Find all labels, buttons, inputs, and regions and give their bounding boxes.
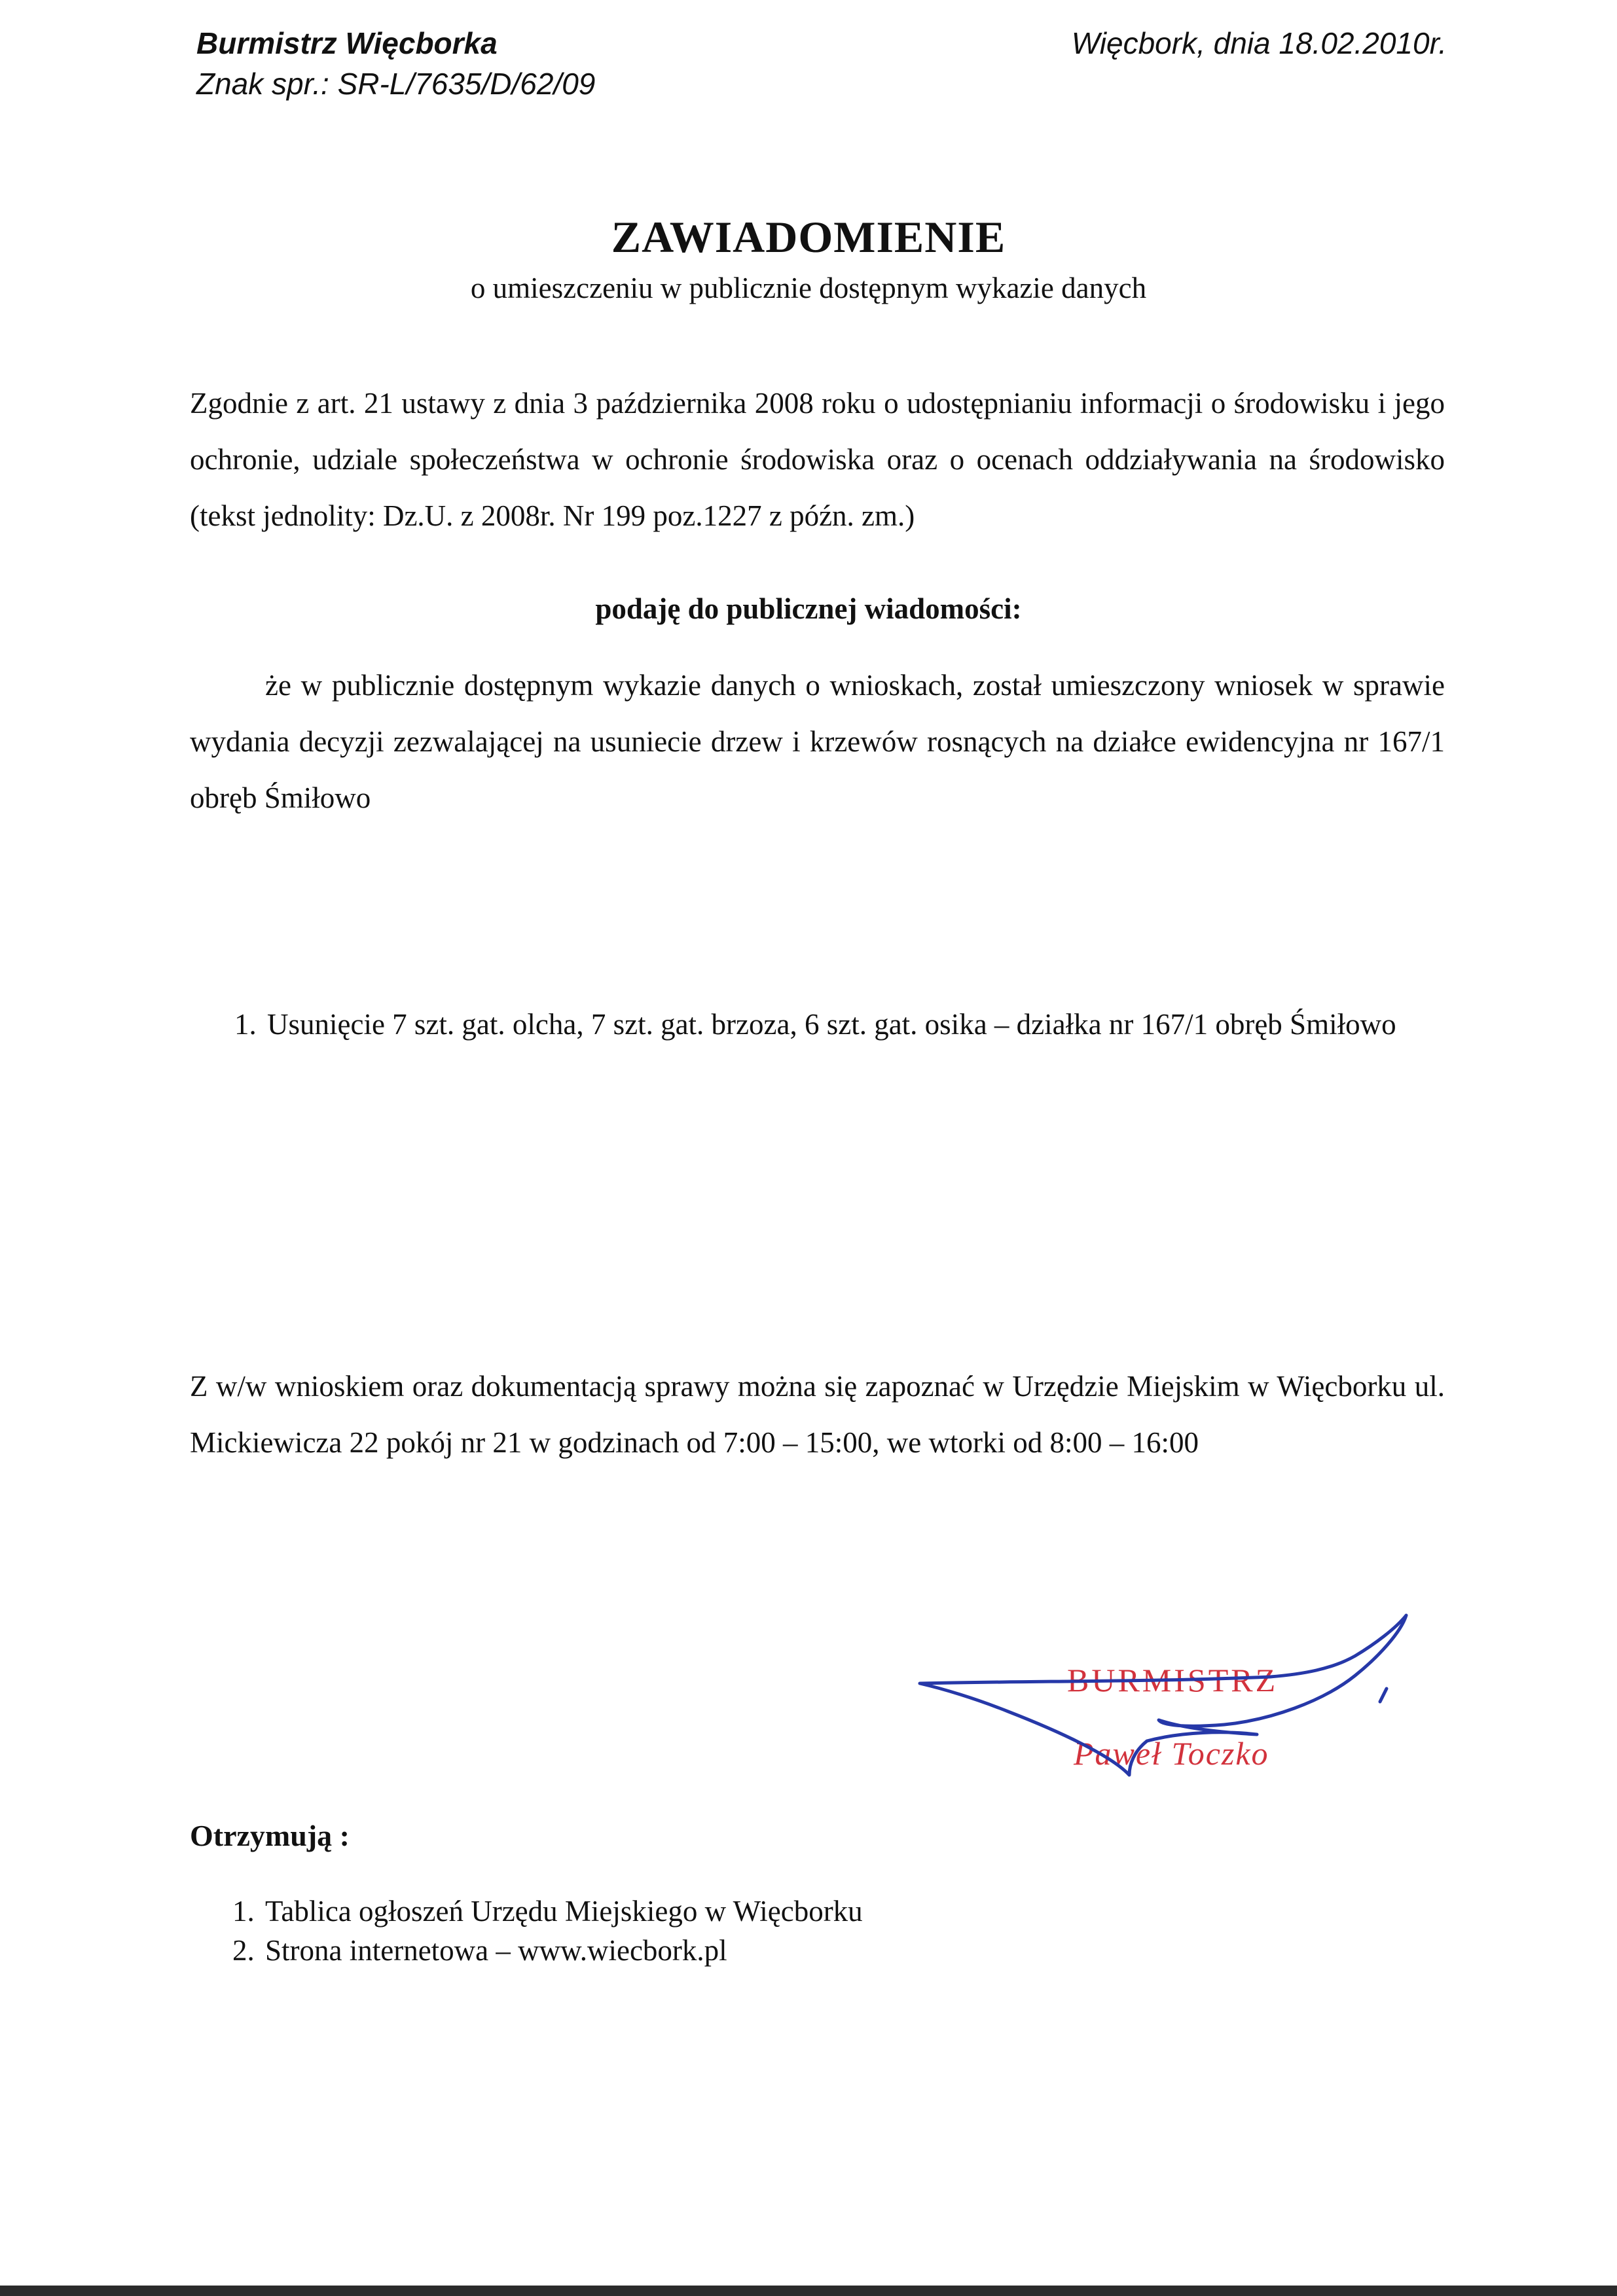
handwritten-signature	[903, 1610, 1427, 1826]
list-item-text: Usunięcie 7 szt. gat. olcha, 7 szt. gat. brzoza, 6 szt. gat. osika – działka nr 167/1 obręb Śmiłowo	[267, 1008, 1396, 1041]
stamp-name: Paweł Toczko	[1074, 1735, 1269, 1772]
list-item	[234, 1005, 1446, 1044]
request-items-list	[234, 1005, 1446, 1044]
place-and-date: Więcbork, dnia 18.02.2010r.	[1071, 26, 1447, 60]
public-notice-heading: podaję do publicznej wiadomości:	[595, 592, 1022, 625]
info-paragraph: że w publicznie dostępnym wykazie danych o wnioskach, został umieszczony wniosek w sprawie wydania decyzji zezwalającej na usuniecie drzew i krzewów rosnących na działce ewidencyjna nr 167/1 obręb Śmiłowo	[190, 669, 1445, 814]
scan-bottom-edge	[0, 2286, 1617, 2296]
issuer-name: Burmistrz Więcborka	[196, 26, 498, 60]
list-item-number: 1.	[232, 1895, 255, 1928]
stamp-title: BURMISTRZ	[1067, 1662, 1279, 1698]
document-subtitle: o umieszczeniu w publicznie dostępnym wykazie danych	[470, 272, 1147, 304]
recipients-heading: Otrzymują :	[190, 1819, 350, 1852]
list-item-number: 2.	[232, 1934, 255, 1967]
list-item-number: 1.	[234, 1008, 257, 1041]
list-item	[232, 1931, 1214, 1970]
list-item-text: Strona internetowa – www.wiecbork.pl	[265, 1934, 727, 1967]
contact-paragraph: Z w/w wnioskiem oraz dokumentacją sprawy można się zapoznać w Urzędzie Miejskim w Więcborku ul. Mickiewicza 22 pokój nr 21 w godzinach od 7:00 – 15:00, we wtorki od 8:00 – 16:00	[190, 1370, 1445, 1459]
document-title: ZAWIADOMIENIE	[611, 212, 1006, 262]
legal-basis-paragraph: Zgodnie z art. 21 ustawy z dnia 3 października 2008 roku o udostępnianiu informacji o środowisku i jego ochronie, udziale społeczeństwa w ochronie środowiska oraz o ocenach oddziaływania na środowisko (tekst jednolity: Dz.U. z 2008r. Nr 199 poz.1227 z późn. zm.)	[190, 387, 1445, 532]
case-number: Znak spr.: SR-L/7635/D/62/09	[196, 67, 596, 101]
recipients-list	[232, 1892, 1214, 1970]
list-item-text: Tablica ogłoszeń Urzędu Miejskiego w Więcborku	[265, 1895, 863, 1928]
list-item	[232, 1892, 1214, 1931]
